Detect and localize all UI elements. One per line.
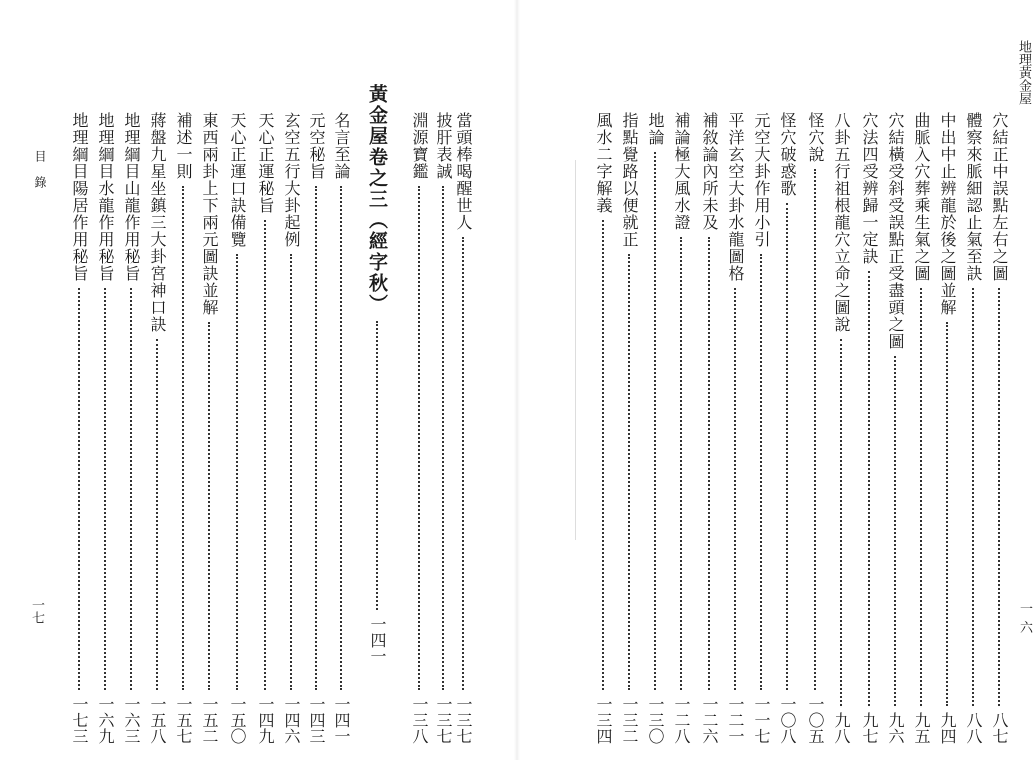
toc-entry[interactable]: [830, 112, 852, 744]
toc-entry-leader: [442, 186, 444, 690]
toc-entry-title: 地理綱目陽居作用秘旨: [70, 112, 89, 282]
toc-entry-leader: [462, 237, 464, 690]
toc-entry-page: 八七: [990, 712, 1009, 744]
toc-entry-page: 九五: [912, 712, 931, 744]
toc-entry-page: 一五八: [148, 696, 167, 744]
toc-entry-title: 補述一則: [174, 112, 193, 180]
toc-entry-title: 天心正運秘旨: [256, 112, 275, 214]
toc-entry[interactable]: [776, 112, 798, 744]
toc-entry-leader: [315, 186, 317, 690]
toc-entry-leader: [946, 322, 948, 706]
toc-entry-page: 八八: [964, 712, 983, 744]
running-head: 地理黃金屋: [1016, 40, 1031, 105]
toc-entry[interactable]: [724, 112, 746, 744]
toc-entry[interactable]: [988, 112, 1010, 744]
toc-entry-page: 一〇五: [806, 696, 825, 744]
toc-entry-title: 元空大卦作用小引: [752, 112, 771, 248]
toc-entry-leader: [130, 288, 132, 690]
toc-entry-title: 天心正運口訣備覽: [228, 112, 247, 248]
toc-entry-leader: [418, 186, 420, 690]
toc-entry-page: 一一七: [752, 696, 771, 744]
toc-entry-leader: [708, 237, 710, 690]
toc-entry[interactable]: [936, 112, 958, 744]
toc-entry-leader: [156, 339, 158, 690]
toc-entry-page: 一二八: [672, 696, 691, 744]
toc-entry-title: 怪穴說: [806, 112, 825, 163]
toc-entry[interactable]: [330, 112, 352, 744]
toc-entry[interactable]: [94, 112, 116, 744]
toc-entry[interactable]: [618, 112, 640, 744]
toc-entry[interactable]: [226, 112, 248, 744]
toc-entry-page: 一二六: [700, 696, 719, 744]
toc-entry[interactable]: [254, 112, 276, 744]
toc-entry-leader: [290, 254, 292, 690]
toc-entry-leader: [208, 322, 210, 690]
toc-entry-title: 穴結正中誤點左右之圖: [990, 112, 1009, 282]
toc-entry-leader: [602, 220, 604, 690]
toc-entry-leader: [868, 271, 870, 706]
toc-entry-leader: [182, 186, 184, 690]
toc-entry-title: 風水二字解義: [594, 112, 613, 214]
toc-entry[interactable]: [910, 112, 932, 744]
volume-heading-leader: [376, 321, 378, 610]
toc-entry[interactable]: [698, 112, 720, 744]
toc-entry-page: 一四一: [332, 696, 351, 744]
toc-entry-title: 補論極大風水證: [672, 112, 691, 231]
toc-entry-title: 元空秘旨: [307, 112, 326, 180]
toc-entry-leader: [236, 254, 238, 690]
toc-entry-title: 中出中止辨龍於後之圖並解: [938, 112, 957, 316]
volume-heading-page: 一四一: [368, 616, 387, 664]
toc-entry-title: 曲脈入穴葬乘生氣之圖: [912, 112, 931, 282]
toc-entry[interactable]: [198, 112, 220, 744]
toc-entry[interactable]: [670, 112, 692, 744]
toc-entry-leader: [340, 186, 342, 690]
toc-entry-title: 地理綱目山龍作用秘旨: [122, 112, 141, 282]
toc-entry-page: 一七三: [70, 696, 89, 744]
toc-entry-title: 地理綱目水龍作用秘旨: [96, 112, 115, 282]
toc-entry-page: 一六三: [122, 696, 141, 744]
toc-entry[interactable]: [172, 112, 194, 744]
toc-entry[interactable]: [408, 112, 430, 744]
toc-entry-page: 一四九: [256, 696, 275, 744]
toc-entry-leader: [104, 288, 106, 690]
volume-heading: [364, 84, 390, 664]
toc-entry-leader: [628, 254, 630, 690]
left-page: [0, 0, 515, 760]
toc-entry[interactable]: [120, 112, 142, 744]
volume-heading-title: 黃金屋卷之三（經字秋）: [366, 84, 388, 315]
toc-entry[interactable]: [644, 112, 666, 744]
toc-entry-page: 九七: [860, 712, 879, 744]
toc-entry-leader: [920, 288, 922, 706]
toc-entry[interactable]: [592, 112, 614, 744]
toc-entry-leader: [760, 254, 762, 690]
toc-entry-page: 一〇八: [778, 696, 797, 744]
toc-entry-title: 怪穴破惑歌: [778, 112, 797, 197]
toc-entry-title: 平洋玄空大卦水龍圖格: [726, 112, 745, 282]
toc-entry-page: 九六: [886, 712, 905, 744]
toc-entry-page: 一六九: [96, 696, 115, 744]
toc-entry-leader: [840, 339, 842, 706]
toc-entry-leader: [264, 220, 266, 690]
toc-entry-page: 一三二: [620, 696, 639, 744]
toc-entry-leader: [786, 203, 788, 690]
toc-entry-page: 一五七: [174, 696, 193, 744]
right-page: [518, 0, 1033, 760]
toc-entry-page: 一三七: [454, 696, 473, 744]
toc-entry[interactable]: [884, 112, 906, 744]
right-folio: 一六: [1020, 602, 1033, 636]
toc-entry-title: 地論: [646, 112, 665, 146]
toc-entry[interactable]: [146, 112, 168, 744]
toc-entry-page: 一五二: [200, 696, 219, 744]
toc-entry[interactable]: [750, 112, 772, 744]
toc-entry-title: 八卦五行祖根龍穴立命之圖說: [832, 112, 851, 333]
toc-entry-page: 一三七: [434, 696, 453, 744]
toc-entry-title: 當頭棒喝醒世人: [454, 112, 473, 231]
toc-entry-title: 穴結橫受斜受誤點正受盡頭之圖: [886, 112, 905, 350]
toc-entry[interactable]: [858, 112, 880, 744]
toc-entry-page: 一三〇: [646, 696, 665, 744]
section-label: 目錄: [33, 150, 47, 202]
toc-entry-title: 體察來脈細認止氣至訣: [964, 112, 983, 282]
toc-entry-page: 一五〇: [228, 696, 247, 744]
toc-entry-title: 穴法四受辨歸一定訣: [860, 112, 879, 265]
toc-entry-title: 名言至論: [332, 112, 351, 180]
toc-entry[interactable]: [432, 112, 454, 744]
toc-entry[interactable]: [280, 112, 302, 744]
toc-entry-leader: [654, 152, 656, 690]
toc-entry-leader: [894, 356, 896, 706]
toc-entry-title: 補敘論內所未及: [700, 112, 719, 231]
toc-entry-page: 一三八: [410, 696, 429, 744]
toc-entry[interactable]: [962, 112, 984, 744]
toc-entry[interactable]: [305, 112, 327, 744]
toc-entry-title: 玄空五行大卦起例: [282, 112, 301, 248]
toc-entry-title: 蔣盤九星坐鎮三大卦宮神口訣: [148, 112, 167, 333]
toc-entry-leader: [78, 288, 80, 690]
toc-entry[interactable]: [452, 112, 474, 744]
toc-entry-leader: [814, 169, 816, 690]
toc-entry-page: 九八: [832, 712, 851, 744]
toc-entry-leader: [680, 237, 682, 690]
left-folio: 一七: [29, 598, 44, 624]
toc-entry[interactable]: [68, 112, 90, 744]
toc-entry-leader: [998, 288, 1000, 706]
toc-entry[interactable]: [804, 112, 826, 744]
toc-entry-page: 一四六: [282, 696, 301, 744]
toc-entry-page: 一三四: [594, 696, 613, 744]
toc-entry-page: 一四三: [307, 696, 326, 744]
toc-entry-page: 一二一: [726, 696, 745, 744]
toc-entry-title: 東西兩卦上下兩元圖訣並解: [200, 112, 219, 316]
toc-entry-title: 指點覺路以便就正: [620, 112, 639, 248]
toc-entry-title: 披肝表誠: [434, 112, 453, 180]
toc-entry-leader: [734, 288, 736, 690]
toc-entry-title: 淵源寶鑑: [410, 112, 429, 180]
toc-entry-leader: [972, 288, 974, 706]
toc-entry-page: 九四: [938, 712, 957, 744]
scan-mark: [575, 160, 576, 540]
